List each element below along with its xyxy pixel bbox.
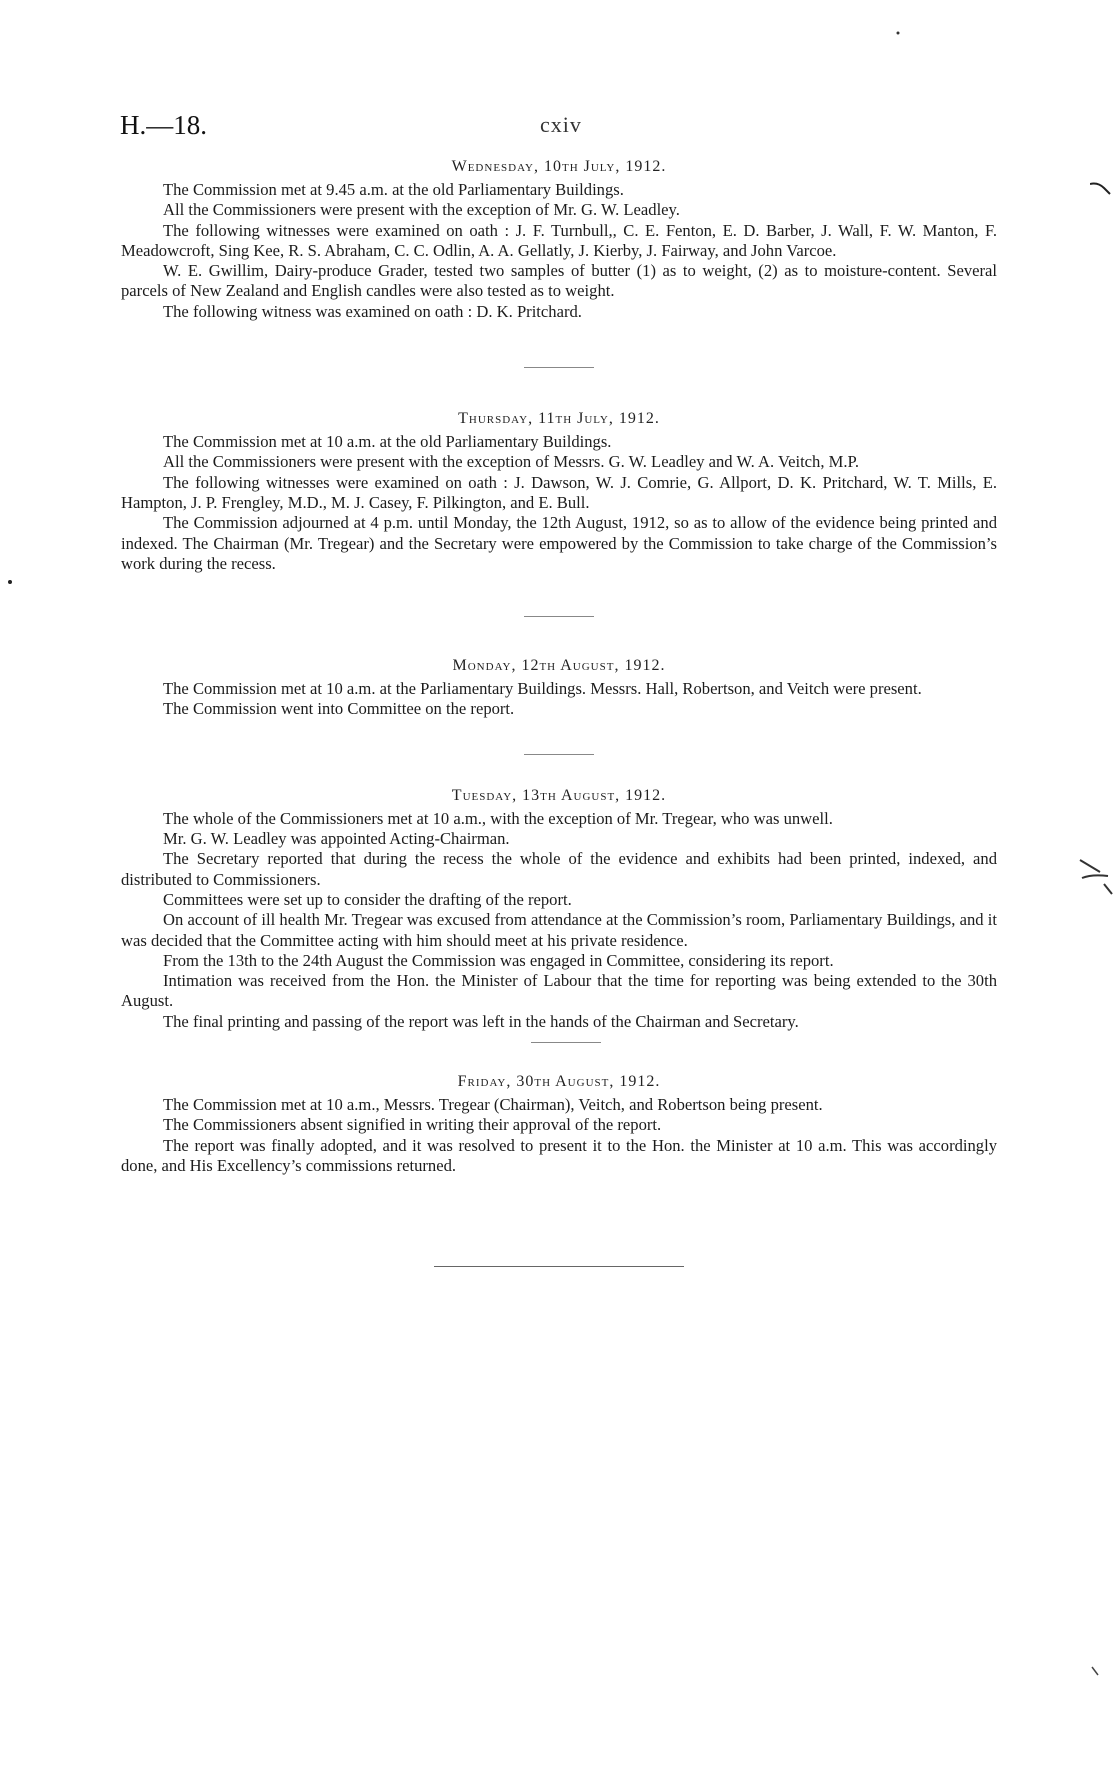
- minutes-paragraph: The Commission went into Committee on the report.: [163, 699, 515, 719]
- page-header: [120, 110, 1000, 140]
- minutes-paragraph: The Commission adjourned at 4 p.m. until Monday, the 12th August, 1912, so as to allow of the evidence being printed and indexed. The Chairman (Mr. Tregear) and the Secretary were empowered by the Commission to take charge of the Commission’s work during the recess.: [121, 513, 997, 573]
- minutes-paragraph: Intimation was received from the Hon. the Minister of Labour that the time for reporting was being extended to the 30th August.: [121, 971, 997, 1011]
- document-reference: H.—18.: [120, 110, 207, 140]
- minutes-paragraph: The Commission met at 10 a.m., Messrs. Tregear (Chairman), Veitch, and Robertson being present.: [163, 1095, 823, 1115]
- section-divider: [524, 616, 594, 617]
- minutes-paragraph: The whole of the Commissioners met at 10 a.m., with the exception of Mr. Tregear, who was unwell.: [163, 808, 833, 828]
- minutes-paragraph: All the Commissioners were present with the exception of Messrs. G. W. Leadley and W. A. Veitch, M.P.: [163, 452, 860, 472]
- section-title: Monday, 12th August, 1912.: [452, 657, 666, 675]
- minutes-paragraph: The Commission met at 10 a.m. at the Parliamentary Buildings. Messrs. Hall, Robertson, and Veitch were present.: [163, 679, 922, 699]
- minutes-paragraph: The following witnesses were examined on oath : J. Dawson, W. J. Comrie, G. Allport, D. K. Pritchard, W. T. Mills, E. Hampton, J. P. Frengley, M.D., M. J. Casey, F. Pilkington, and E. Bull.: [121, 472, 997, 512]
- minutes-paragraph: All the Commissioners were present with the exception of Mr. G. W. Leadley.: [163, 200, 680, 220]
- minutes-paragraph: The final printing and passing of the report was left in the hands of the Chairman and Secretary.: [163, 1011, 799, 1031]
- scan-artifact-mark: [1090, 178, 1114, 202]
- minutes-section-friday: [121, 1073, 997, 1176]
- minutes-section-thursday: [121, 410, 997, 574]
- minutes-paragraph: The Commission met at 9.45 a.m. at the old Parliamentary Buildings.: [163, 180, 624, 199]
- minutes-paragraph: Committees were set up to consider the drafting of the report.: [163, 889, 572, 909]
- scan-artifact-dot: [895, 30, 901, 36]
- section-title: Wednesday, 10th July, 1912.: [451, 158, 667, 175]
- section-title: Tuesday, 13th August, 1912.: [451, 786, 667, 804]
- section-divider: [524, 367, 594, 368]
- section-title: Thursday, 11th July, 1912.: [458, 410, 660, 428]
- minutes-paragraph: The report was finally adopted, and it was resolved to present it to the Hon. the Minister at 10 a.m. This was accordingly done, and His Excellency’s commissions returned.: [121, 1135, 997, 1175]
- section-title: Friday, 30th August, 1912.: [457, 1073, 661, 1091]
- minutes-paragraph: The Commission met at 10 a.m. at the old Parliamentary Buildings.: [163, 432, 612, 452]
- minutes-paragraph: The following witnesses were examined on oath : J. F. Turnbull,, C. E. Fenton, E. D. Barber, J. Wall, F. W. Manton, F. Meadowcroft, Sing Kee, R. S. Abraham, C. C. Odlin, A. A. Gellatly, J. Kierby, J. Fairway, and John Varcoe.: [121, 220, 997, 260]
- minutes-section-wednesday: [121, 158, 997, 322]
- minutes-body: [121, 158, 997, 1267]
- scan-artifact-mark: [1090, 1665, 1100, 1677]
- page-number: cxiv: [540, 112, 582, 137]
- section-divider: [524, 754, 594, 755]
- minutes-section-monday: [121, 657, 997, 720]
- minutes-paragraph: The Commissioners absent signified in writing their approval of the report.: [163, 1115, 662, 1135]
- minutes-paragraph: On account of ill health Mr. Tregear was excused from attendance at the Commission’s room, Parliamentary Buildings, and it was decided that the Committee acting with him should meet at his private residence.: [121, 910, 997, 950]
- minutes-paragraph: Mr. G. W. Leadley was appointed Acting-Chairman.: [163, 829, 510, 849]
- minutes-paragraph: The Secretary reported that during the recess the whole of the evidence and exhibits had been printed, indexed, and distributed to Commissioners.: [121, 849, 997, 889]
- scan-artifact-mark: [1078, 856, 1114, 896]
- section-divider: [531, 1042, 601, 1043]
- minutes-section-tuesday: [121, 787, 997, 1032]
- minutes-paragraph: The following witness was examined on oath : D. K. Pritchard.: [163, 301, 582, 321]
- minutes-paragraph: From the 13th to the 24th August the Commission was engaged in Committee, considering its report.: [163, 950, 834, 970]
- end-rule: [434, 1266, 684, 1267]
- minutes-paragraph: W. E. Gwillim, Dairy-produce Grader, tested two samples of butter (1) as to weight, (2) as to moisture-content. Several parcels of New Zealand and English candles were also tested as to weight.: [121, 261, 997, 301]
- scan-artifact-dot: [6, 578, 14, 586]
